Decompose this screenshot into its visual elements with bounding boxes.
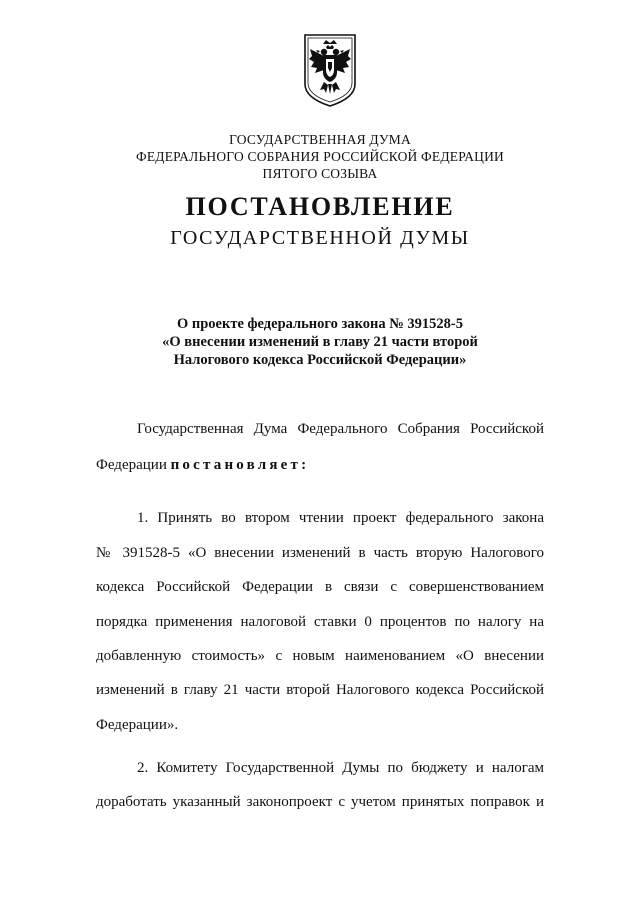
document-title: ПОСТАНОВЛЕНИЕ xyxy=(185,192,455,221)
subject-line-3: Налогового кодекса Российской Федерации» xyxy=(173,352,467,368)
preamble-line-1: Государственная Дума Федерального Собрания Российской xyxy=(137,421,544,437)
paragraph1-line-5: добавленную стоимость» с новым наименованием «О внесении xyxy=(96,648,544,664)
preamble-line-2-text: Федерации xyxy=(96,457,167,473)
paragraph1-line-2: № 391528-5 «О внесении изменений в часть вторую Налогового xyxy=(96,545,544,561)
subject-line-1: О проекте федерального закона № 391528-5 xyxy=(176,316,464,332)
paragraph2-line-2: доработать указанный законопроект с учетом принятых поправок и xyxy=(96,794,544,810)
institution-name-line2: ФЕДЕРАЛЬНОГО СОБРАНИЯ РОССИЙСКОЙ ФЕДЕРАЦИИ xyxy=(136,149,504,164)
preamble-line-2 xyxy=(96,456,544,474)
resolves-emphasis: постановляет: xyxy=(170,457,310,473)
subject-line-2: «О внесении изменений в главу 21 части второй xyxy=(162,334,478,350)
paragraph1-line-6: изменений в главу 21 части второй Налогового кодекса Российской xyxy=(96,682,544,698)
paragraph1-line-1: 1. Принять во втором чтении проект федерального закона xyxy=(137,510,544,526)
paragraph1-line-7: Федерации». xyxy=(96,717,179,733)
paragraph1-line-3: кодекса Российской Федерации в связи с совершенствованием xyxy=(96,579,544,595)
paragraph1-line-4: порядка применения налоговой ставки 0 процентов по налогу на xyxy=(96,614,544,630)
convocation-line: ПЯТОГО СОЗЫВА xyxy=(262,166,378,181)
institution-name-line1: ГОСУДАРСТВЕННАЯ ДУМА xyxy=(229,132,411,147)
state-emblem-icon xyxy=(302,32,358,108)
document-subtitle: ГОСУДАРСТВЕННОЙ ДУМЫ xyxy=(170,227,470,249)
paragraph2-line-1: 2. Комитету Государственной Думы по бюджету и налогам xyxy=(137,760,544,776)
